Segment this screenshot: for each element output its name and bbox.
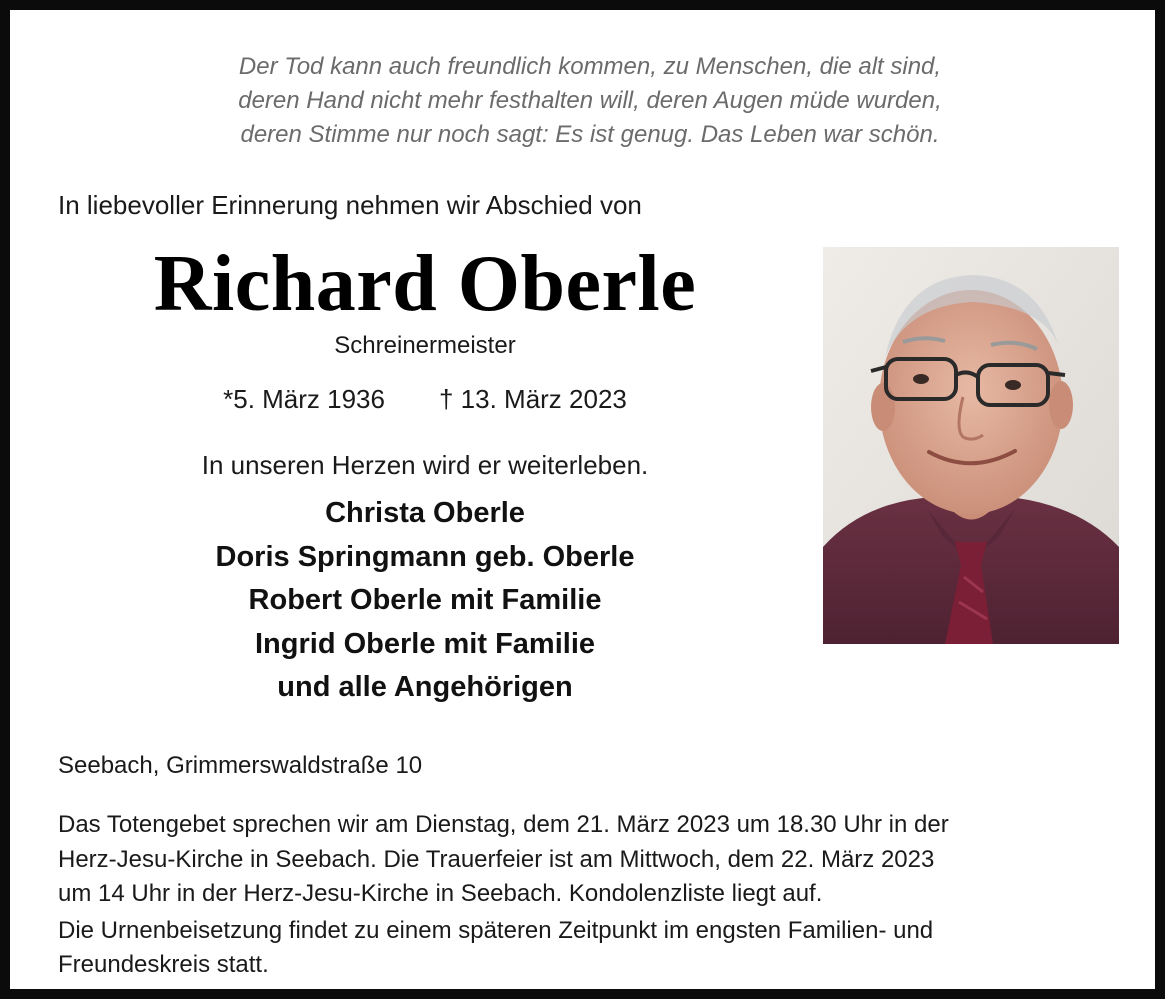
notice-line: um 14 Uhr in der Herz-Jesu-Kirche in Seebach. Kondolenzliste liegt auf. xyxy=(58,880,823,907)
poem-line: deren Stimme nur noch sagt: Es ist genug. Das Leben war schön. xyxy=(240,121,940,148)
death-date: † 13. März 2023 xyxy=(438,384,627,414)
poem-line: Der Tod kann auch freundlich kommen, zu Menschen, die alt sind, xyxy=(238,53,942,80)
mourners-list xyxy=(70,492,780,710)
mourner-name: Robert Oberle mit Familie xyxy=(248,584,602,616)
deceased-profession: Schreinermeister xyxy=(334,332,516,359)
notice-line: Die Urnenbeisetzung findet zu einem späteren Zeitpunkt im engsten Familien- und xyxy=(58,916,934,944)
deceased-name: Richard Oberle xyxy=(153,240,697,328)
poem-line: deren Hand nicht mehr festhalten will, deren Augen müde wurden, xyxy=(238,87,942,114)
mourner-name: Christa Oberle xyxy=(325,497,525,529)
portrait-illustration xyxy=(823,247,1119,644)
birth-date: *5. März 1936 xyxy=(223,384,385,414)
notice-line: Herz-Jesu-Kirche in Seebach. Die Trauerfeier ist am Mittwoch, dem 22. März 2023 xyxy=(58,845,935,873)
poem-quote xyxy=(70,50,1110,152)
mourner-name: und alle Angehörigen xyxy=(277,671,573,703)
mourner-name: Doris Springmann geb. Oberle xyxy=(215,540,635,573)
life-dates xyxy=(70,384,780,415)
remembrance-line: In unseren Herzen wird er weiterleben. xyxy=(201,450,649,480)
notice-line: Freundeskreis statt. xyxy=(58,951,269,978)
notice-line: Das Totengebet sprechen wir am Dienstag, dem 21. März 2023 um 18.30 Uhr in der xyxy=(58,811,949,838)
family-address: Seebach, Grimmerswaldstraße 10 xyxy=(58,752,423,779)
mourner-name: Ingrid Oberle mit Familie xyxy=(254,627,595,660)
intro-text: In liebevoller Erinnerung nehmen wir Abschied von xyxy=(58,190,642,220)
portrait-photo xyxy=(823,247,1119,644)
service-notice xyxy=(58,808,1138,983)
